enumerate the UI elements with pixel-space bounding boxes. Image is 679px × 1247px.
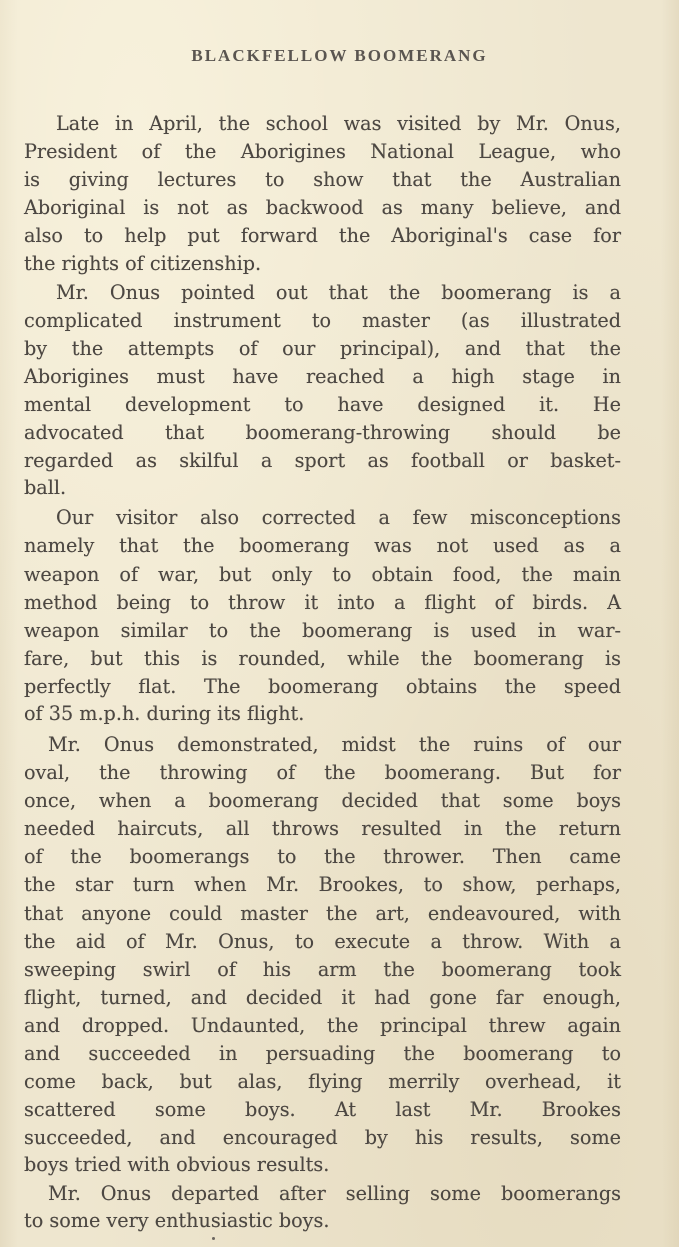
- article-line: boys tried with obvious results.: [24, 1153, 330, 1176]
- article-line: the aid of Mr. Onus, to execute a throw. With a: [24, 930, 621, 953]
- article-line: Aborigines must have reached a high stage in: [24, 365, 621, 388]
- article-line: advocated that boomerang-throwing should be: [24, 421, 621, 444]
- article-line: Late in April, the school was visited by Mr. Onus,: [56, 112, 621, 135]
- article-line: sweeping swirl of his arm the boomerang took: [24, 958, 621, 981]
- article-line: regarded as skilful a sport as football or basket-: [24, 449, 621, 472]
- article-line: ball.: [24, 476, 67, 499]
- article-line: come back, but alas, flying merrily overhead, it: [24, 1070, 621, 1093]
- article-line: and succeeded in persuading the boomerang to: [24, 1042, 621, 1065]
- article-line: flight, turned, and decided it had gone far enough,: [24, 986, 621, 1009]
- article-line: weapon of war, but only to obtain food, the main: [24, 563, 621, 586]
- article-line: to some very enthusiastic boys.: [24, 1209, 330, 1232]
- article-line: Aboriginal is not as backwood as many believe, and: [24, 196, 621, 219]
- article-line: once, when a boomerang decided that some boys: [24, 789, 621, 812]
- article-line: perfectly flat. The boomerang obtains the speed: [24, 675, 621, 698]
- article-line: of 35 m.p.h. during its flight.: [24, 702, 305, 725]
- article-line: oval, the throwing of the boomerang. But for: [24, 761, 621, 784]
- article-line: President of the Aborigines National League, who: [24, 140, 621, 163]
- article-line: and dropped. Undaunted, the principal threw again: [24, 1014, 621, 1037]
- article-title: BLACKFELLOW BOOMERANG: [191, 46, 488, 65]
- article-line: needed haircuts, all throws resulted in the return: [24, 817, 621, 840]
- article-line: namely that the boomerang was not used as a: [24, 534, 621, 557]
- article-line: Mr. Onus departed after selling some boomerangs: [48, 1182, 621, 1205]
- article-line: fare, but this is rounded, while the boomerang is: [24, 647, 621, 670]
- article-line: the rights of citizenship.: [24, 252, 262, 275]
- ink-speck: [212, 1237, 215, 1240]
- article-line: scattered some boys. At last Mr. Brookes: [24, 1098, 621, 1121]
- article-line: method being to throw it into a flight of birds. A: [24, 591, 621, 614]
- article-line: Mr. Onus demonstrated, midst the ruins of our: [48, 733, 621, 756]
- article-line: succeeded, and encouraged by his results, some: [24, 1126, 621, 1149]
- article-line: that anyone could master the art, endeavoured, with: [24, 902, 621, 925]
- article-line: weapon similar to the boomerang is used in war-: [24, 619, 621, 642]
- article-line: by the attempts of our principal), and that the: [24, 337, 621, 360]
- article-line: complicated instrument to master (as illustrated: [24, 309, 621, 332]
- article-line: mental development to have designed it. He: [24, 393, 621, 416]
- article-line: Our visitor also corrected a few misconceptions: [56, 506, 621, 529]
- article-line: of the boomerangs to the thrower. Then came: [24, 845, 621, 868]
- article-line: is giving lectures to show that the Australian: [24, 168, 621, 191]
- article-line: also to help put forward the Aboriginal's case for: [24, 224, 621, 247]
- article-line: Mr. Onus pointed out that the boomerang is a: [56, 281, 621, 304]
- article-line: the star turn when Mr. Brookes, to show, perhaps,: [24, 873, 621, 896]
